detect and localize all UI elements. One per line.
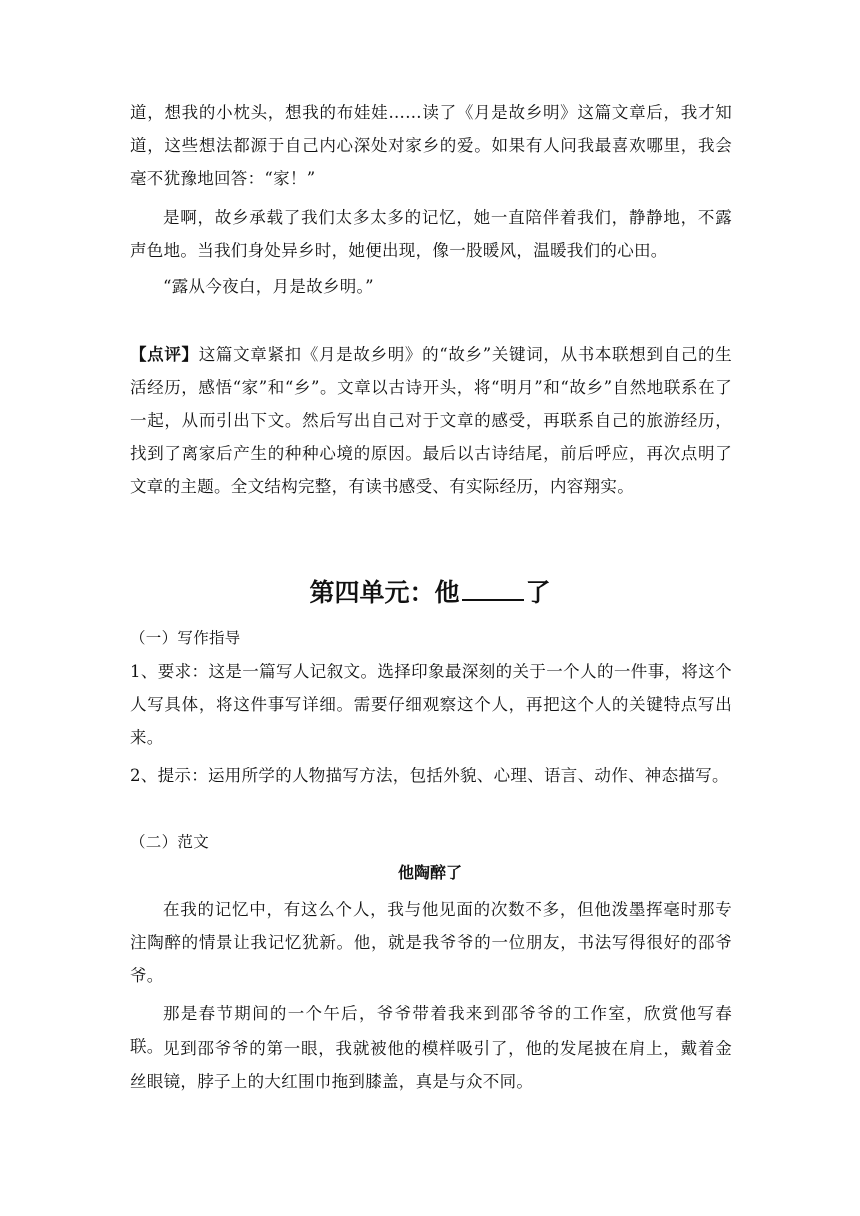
sample-paragraph: 在我的记忆中，有这么个人，我与他见面的次数不多，但他泼墨挥毫时那专注陶醉的情景让我记忆犹新。他，就是我爷爷的一位朋友，书法写得很好的邵爷爷。: [130, 900, 732, 985]
sample-paragraph: 见到邵爷爷的第一眼，我就被他的模样吸引了，他的发尾披在肩上，戴着金丝眼镜，脖子上的大红围巾拖到膝盖，真是与众不同。: [130, 1039, 732, 1091]
title-blank-line: [462, 598, 524, 601]
sample-paragraph: 那是春节期间的一个午后，爷爷带着我来到邵爷爷的工作室，欣赏他写春联。: [130, 1004, 732, 1056]
comment-text: 这篇文章紧扣《月是故乡明》的“故乡”关键词，从书本联想到自己的生活经历，感悟“家”和“乡”。文章以古诗开头，将“明月”和“故乡”自然地联系在了一起，从而引出下文。然后写出自己对于文章的感受，再联系自己的旅游经历，找到了离家后产生的种种心境的原因。最后以古诗结尾，前后呼应，再次点明了文章的主题。全文结构完整，有读书感受、有实际经历，内容翔实。: [130, 345, 732, 496]
unit-title: [0, 576, 860, 610]
comment-paragraph: [130, 338, 732, 503]
essay-paragraph: 道，想我的小枕头，想我的布娃娃……读了《月是故乡明》这篇文章后，我才知道，这些想法都源于自己内心深处对家乡的爱。如果有人问我最喜欢哪里，我会毫不犹豫地回答：“家！”: [130, 103, 732, 188]
comment-label: 【点评】: [130, 345, 199, 364]
unit-title-prefix: 第四单元：他: [309, 578, 460, 607]
requirement-paragraph: 1、要求：这是一篇写人记叙文。选择印象最深刻的关于一个人的一件事，将这个人写具体，将这件事写详细。需要仔细观察这个人，再把这个人的关键特点写出来。: [130, 662, 732, 747]
section-heading-sample: （二）范文: [130, 833, 210, 851]
essay-paragraph: 是啊，故乡承载了我们太多太多的记忆，她一直陪伴着我们，静静地，不露声色地。当我们身处异乡时，她便出现，像一股暖风，温暖我们的心田。: [130, 208, 732, 260]
unit-title-suffix: 了: [525, 578, 551, 607]
tip-paragraph: 2、提示：运用所学的人物描写方法，包括外貌、心理、语言、动作、神态描写。: [130, 766, 729, 785]
essay-closing-quote: “露从今夜白，月是故乡明。”: [163, 277, 374, 296]
section-heading-guidance: （一）写作指导: [130, 629, 241, 647]
sample-essay-title: 他陶醉了: [397, 863, 462, 882]
